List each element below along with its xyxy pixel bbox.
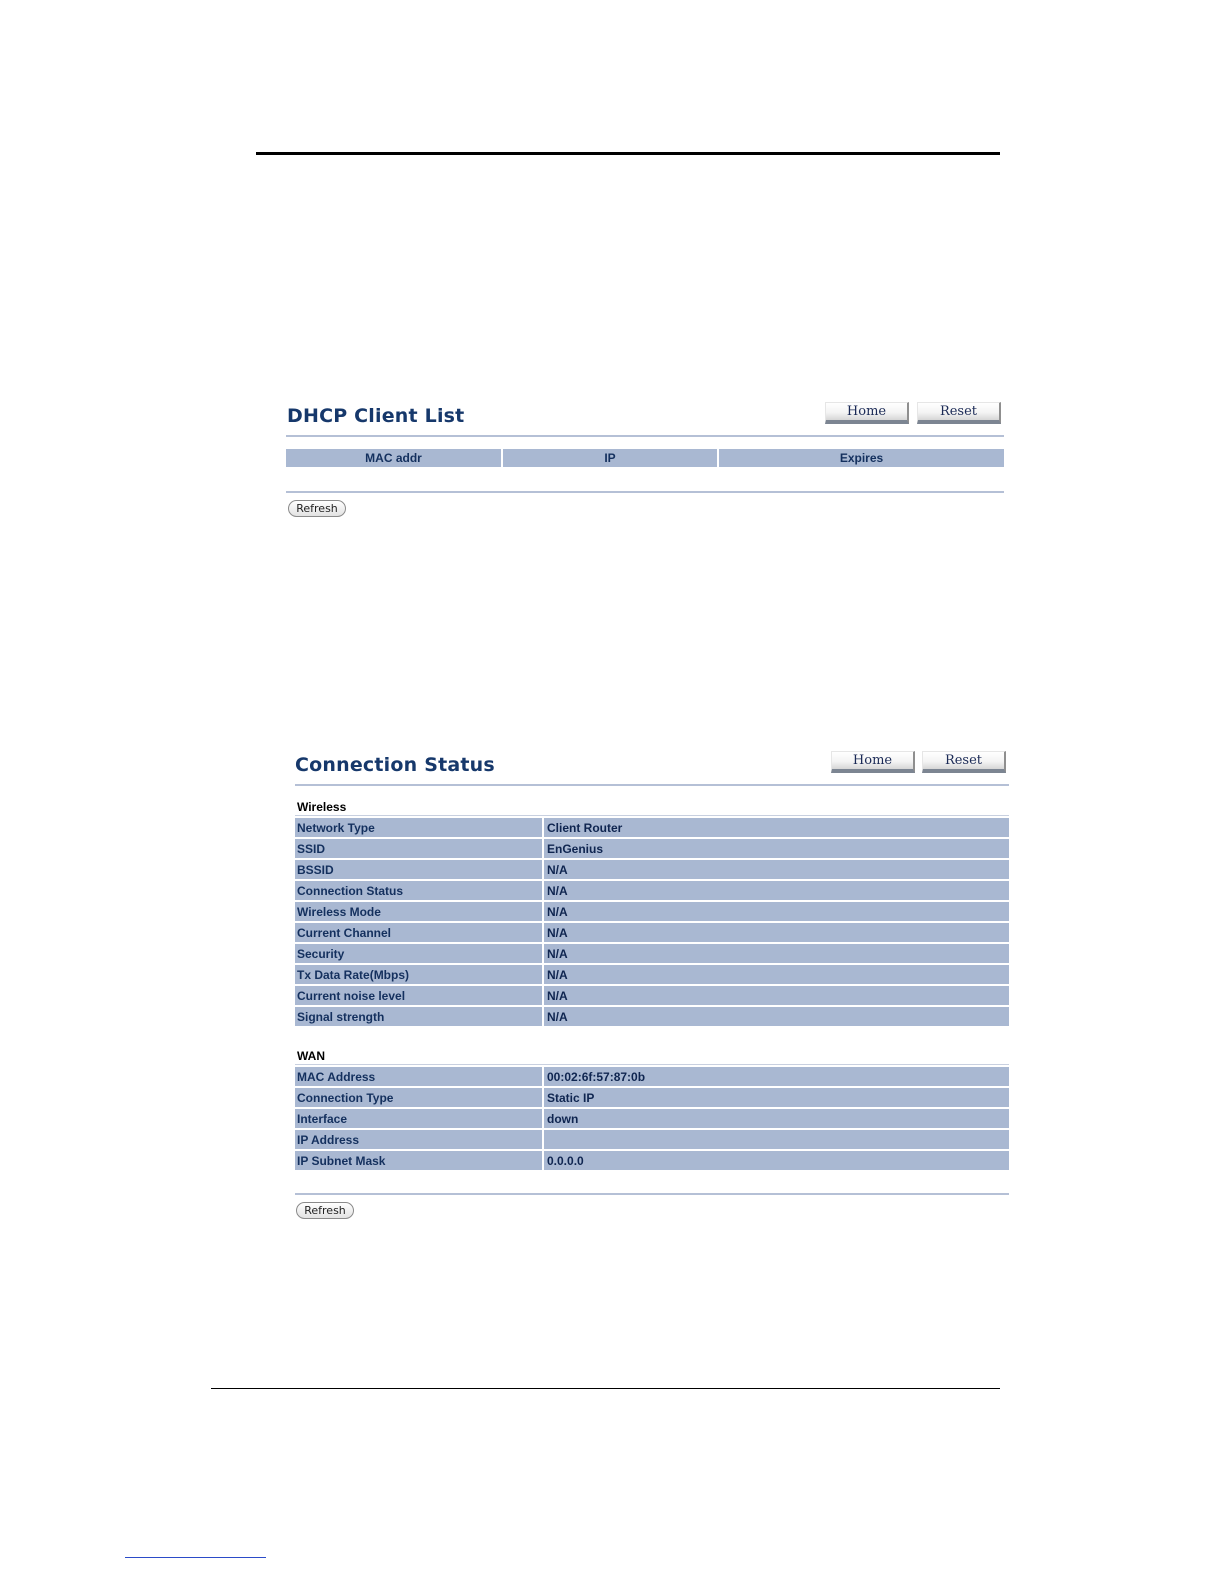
row-value: down — [544, 1109, 1009, 1128]
row-key: BSSID — [295, 860, 542, 879]
wan-section-label: WAN — [297, 1049, 325, 1063]
row-key: Connection Type — [295, 1088, 542, 1107]
table-row — [295, 1151, 1009, 1170]
title-divider — [286, 435, 1004, 437]
row-key: Network Type — [295, 818, 542, 837]
table-row — [295, 965, 1009, 984]
section-divider — [295, 815, 1009, 816]
dhcp-page-title: DHCP Client List — [287, 405, 465, 427]
table-row — [295, 881, 1009, 900]
table-bottom-divider — [295, 1193, 1009, 1195]
reset-button[interactable]: Reset — [917, 402, 1001, 424]
row-value — [544, 1130, 1009, 1149]
row-value: N/A — [544, 881, 1009, 900]
row-value: N/A — [544, 923, 1009, 942]
title-divider — [295, 784, 1009, 786]
row-key: Security — [295, 944, 542, 963]
table-bottom-divider — [286, 491, 1004, 493]
home-button[interactable]: Home — [831, 751, 915, 773]
row-value: N/A — [544, 902, 1009, 921]
row-key: Signal strength — [295, 1007, 542, 1026]
row-key: IP Address — [295, 1130, 542, 1149]
wan-table — [295, 1067, 1009, 1172]
row-value: Client Router — [544, 818, 1009, 837]
row-key: Tx Data Rate(Mbps) — [295, 965, 542, 984]
table-row — [295, 860, 1009, 879]
table-row — [295, 1007, 1009, 1026]
row-value: N/A — [544, 860, 1009, 879]
refresh-button[interactable]: Refresh — [288, 500, 346, 517]
footnote-rule — [125, 1557, 266, 1558]
table-row — [295, 818, 1009, 837]
column-header-mac: MAC addr — [286, 449, 501, 467]
section-divider — [295, 1064, 1009, 1065]
row-key: Connection Status — [295, 881, 542, 900]
dhcp-table-header — [286, 449, 1004, 467]
table-row — [295, 986, 1009, 1005]
refresh-button[interactable]: Refresh — [296, 1202, 354, 1219]
table-row — [295, 1109, 1009, 1128]
table-row — [295, 944, 1009, 963]
row-value: N/A — [544, 965, 1009, 984]
row-value: 0.0.0.0 — [544, 1151, 1009, 1170]
table-row — [295, 902, 1009, 921]
row-key: Wireless Mode — [295, 902, 542, 921]
row-key: MAC Address — [295, 1067, 542, 1086]
table-row — [295, 923, 1009, 942]
connection-status-title: Connection Status — [295, 754, 495, 776]
column-header-expires: Expires — [719, 449, 1004, 467]
table-row — [295, 839, 1009, 858]
page-footer-rule — [211, 1388, 1000, 1389]
row-key: Current noise level — [295, 986, 542, 1005]
row-value: N/A — [544, 986, 1009, 1005]
row-value: N/A — [544, 1007, 1009, 1026]
row-key: SSID — [295, 839, 542, 858]
column-header-ip: IP — [503, 449, 717, 467]
row-value: N/A — [544, 944, 1009, 963]
row-key: Interface — [295, 1109, 542, 1128]
page-header-rule — [256, 152, 1000, 155]
row-key: IP Subnet Mask — [295, 1151, 542, 1170]
row-value: EnGenius — [544, 839, 1009, 858]
table-row — [295, 1130, 1009, 1149]
reset-button[interactable]: Reset — [922, 751, 1006, 773]
wireless-table — [295, 818, 1009, 1028]
table-row — [295, 1067, 1009, 1086]
row-value: 00:02:6f:57:87:0b — [544, 1067, 1009, 1086]
table-row — [295, 1088, 1009, 1107]
row-key: Current Channel — [295, 923, 542, 942]
home-button[interactable]: Home — [825, 402, 909, 424]
wireless-section-label: Wireless — [297, 800, 347, 814]
row-value: Static IP — [544, 1088, 1009, 1107]
